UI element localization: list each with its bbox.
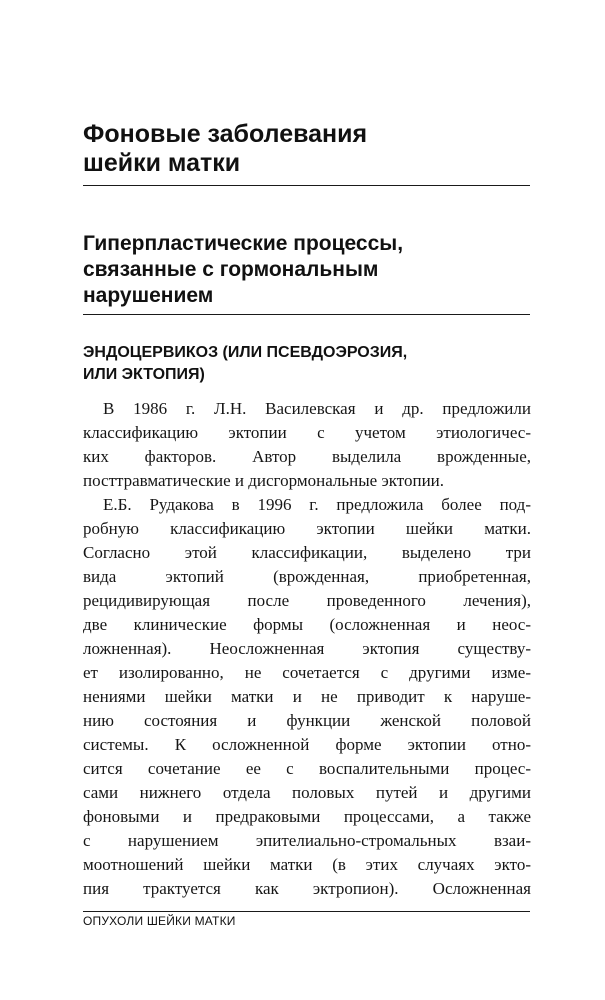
body-line: пия трактуется как эктропион). Осложненная (83, 879, 531, 898)
body-line: ложненная). Неосложненная эктопия существу- (83, 639, 531, 658)
body-line: посттравматические и дисгормональные эктопии. (83, 471, 445, 490)
body-line: ет изолированно, не сочетается с другими изме- (83, 663, 531, 682)
body-line: сами нижнего отдела половых путей и другими (83, 783, 531, 802)
body-line: сится сочетание ее с воспалительными процес- (83, 759, 531, 778)
running-footer: ОПУХОЛИ ШЕЙКИ МАТКИ (83, 914, 236, 928)
chapter-title-line: Фоновые заболевания (83, 120, 368, 148)
body-line: робную классификацию эктопии шейки матки. (83, 519, 531, 538)
footer-rule (83, 911, 530, 912)
section-title-line: нарушением (83, 284, 214, 307)
subsection-title-line: ЭНДОЦЕРВИКОЗ (ИЛИ ПСЕВДОЭРОЗИЯ, (83, 344, 408, 361)
body-line: с нарушением эпителиально-стромальных взаи- (83, 831, 531, 850)
body-line: ких факторов. Автор выделила врожденные, (83, 447, 531, 466)
body-line: Согласно этой классификации, выделено три (83, 543, 531, 562)
body-line: нию состояния и функции женской половой (83, 711, 531, 730)
subsection-title (83, 342, 533, 386)
body-line: моотношений шейки матки (в этих случаях экто- (83, 855, 531, 874)
section-title-line: связанные с гормональным (83, 258, 379, 281)
body-line: фоновыми и предраковыми процессами, а также (83, 807, 531, 826)
section-title-rule (83, 314, 530, 315)
body-line: две клинические формы (осложненная и неос- (83, 615, 531, 634)
chapter-title (83, 120, 533, 178)
body-text (83, 397, 531, 901)
body-line: вида эктопий (врожденная, приобретенная, (83, 567, 531, 586)
body-line: рецидивирующая после проведенного лечения), (83, 591, 531, 610)
body-line: системы. К осложненной форме эктопии отно- (83, 735, 531, 754)
section-title-line: Гиперпластические процессы, (83, 232, 404, 255)
body-line: В 1986 г. Л.Н. Василевская и др. предложили (103, 399, 531, 418)
body-line: классификацию эктопии с учетом этиологичес- (83, 423, 531, 442)
subsection-title-line: ИЛИ ЭКТОПИЯ) (83, 366, 205, 383)
chapter-title-rule (83, 185, 530, 186)
body-line: нениями шейки матки и не приводит к наруше- (83, 687, 531, 706)
section-title (83, 231, 533, 309)
body-line: Е.Б. Рудакова в 1996 г. предложила более под- (103, 495, 531, 514)
chapter-title-line: шейки матки (83, 149, 241, 177)
